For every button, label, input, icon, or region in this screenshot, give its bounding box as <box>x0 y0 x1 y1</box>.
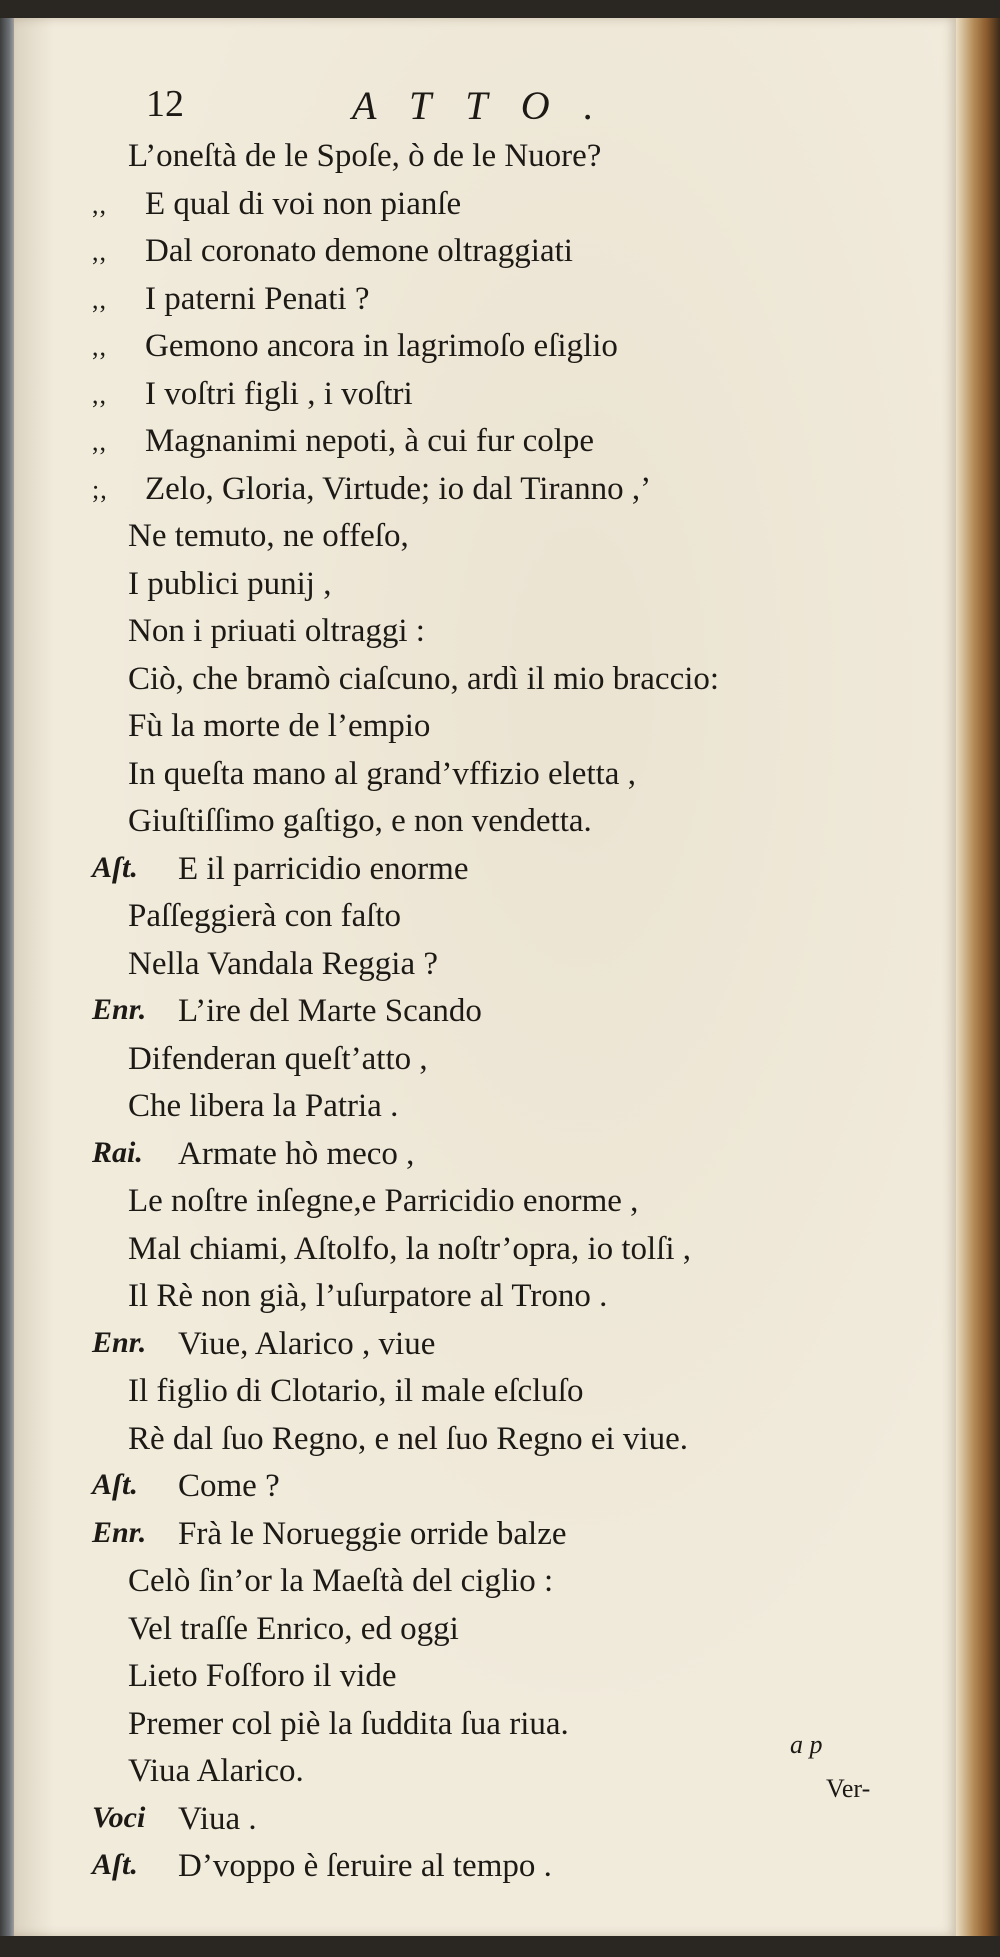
quotation-marker: ,, <box>92 332 107 361</box>
verse-text: Come ? <box>178 1468 280 1504</box>
verse-text: Gemono ancora in lagrimoſo eſiglio <box>145 328 618 364</box>
verse-line <box>0 613 1000 661</box>
quotation-marker: ,, <box>92 237 107 266</box>
verse-line <box>0 708 1000 756</box>
verse-line <box>0 1468 1000 1516</box>
verse-line <box>0 1373 1000 1421</box>
verse-text: Il Rè non già, l’uſurpatore al Trono . <box>128 1278 608 1314</box>
running-head: ATTO. <box>352 83 628 128</box>
page-number: 12 <box>146 83 184 125</box>
quotation-marker: ,, <box>92 427 107 456</box>
verse-text: Difenderan queſt’atto , <box>128 1040 428 1077</box>
verse-text: Giuſtiſſimo gaſtigo, e non vendetta. <box>128 803 592 839</box>
verse-line <box>0 518 1000 566</box>
verse-line <box>0 328 1000 376</box>
verse-line <box>0 898 1000 946</box>
page-footer <box>0 1730 1000 1803</box>
verse-text: Che libera la Patria . <box>128 1088 399 1124</box>
verse-line <box>0 1278 1000 1326</box>
verse-text: Paſſeggierà con faſto <box>128 898 402 934</box>
verse-text: E il parricidio enorme <box>178 850 469 887</box>
verse-line <box>0 1611 1000 1659</box>
verse-line <box>0 566 1000 614</box>
speaker-name: Enr. <box>92 1325 147 1359</box>
speaker-name: Aſt. <box>92 1848 138 1881</box>
verse-line <box>0 1326 1000 1374</box>
verse-text: Armate hò meco , <box>178 1135 415 1172</box>
verse-text: Fù la morte de l’empio <box>128 708 431 744</box>
verse-line <box>0 803 1000 851</box>
verse-text: Viua . <box>178 1800 257 1837</box>
quotation-marker: ;, <box>92 474 108 504</box>
verse-lines <box>0 138 1000 1896</box>
quotation-marker: ,, <box>92 284 107 314</box>
verse-line <box>0 471 1000 519</box>
verse-text: Le noſtre inſegne,e Parricidio enorme , <box>128 1183 639 1219</box>
quotation-marker: ,, <box>92 189 107 219</box>
verse-text: Nella Vandala Reggia ? <box>128 945 439 982</box>
verse-text: Rè dal ſuo Regno, e nel ſuo Regno ei viue. <box>128 1420 688 1457</box>
page-header <box>0 82 1000 142</box>
verse-line <box>0 1658 1000 1706</box>
verse-text: Ciò, che bramò ciaſcuno, ardì il mio braccio: <box>128 660 720 697</box>
verse-text: Il figlio di Clotario, il male eſcluſo <box>128 1373 584 1409</box>
verse-line <box>0 233 1000 281</box>
verse-line <box>0 946 1000 994</box>
verse-line <box>0 1231 1000 1279</box>
speaker-name: Rai. <box>92 1135 143 1169</box>
speaker-name: Voci <box>92 1800 146 1834</box>
verse-line <box>0 1516 1000 1564</box>
verse-text: I voſtri figli , i voſtri <box>145 375 413 412</box>
verse-text: Dal coronato demone oltraggiati <box>145 233 573 269</box>
verse-text: E qual di voi non pianſe <box>145 185 462 222</box>
verse-text: Premer col piè la ſuddita ſua riua. <box>128 1705 569 1742</box>
verse-line <box>0 1088 1000 1136</box>
verse-line <box>0 661 1000 709</box>
speaker-name: Aſt. <box>92 1468 138 1501</box>
verse-text: I paterni Penati ? <box>145 280 370 317</box>
verse-text: Frà le Norueggie orride balze <box>178 1515 567 1552</box>
speaker-name: Aſt. <box>92 850 138 884</box>
verse-line <box>0 1848 1000 1896</box>
verse-text: D’voppo è ſeruire al tempo . <box>178 1848 552 1884</box>
verse-text: Celò ſin’or la Maeſtà del ciglio : <box>128 1563 554 1599</box>
signature-mark: a p <box>790 1730 823 1759</box>
verse-line <box>0 851 1000 899</box>
verse-line <box>0 1136 1000 1184</box>
verse-line <box>0 423 1000 471</box>
verse-line <box>0 376 1000 424</box>
verse-line <box>0 1041 1000 1089</box>
verse-text: Mal chiami, Aſtolfo, la noſtr’opra, io tolſi , <box>128 1230 692 1267</box>
verse-line <box>0 1421 1000 1469</box>
speaker-name: Enr. <box>92 993 147 1026</box>
verse-line <box>0 1801 1000 1849</box>
verse-line <box>0 993 1000 1041</box>
verse-text: Magnanimi nepoti, à cui fur colpe <box>145 423 595 459</box>
verse-line <box>0 186 1000 234</box>
verse-line <box>0 1183 1000 1231</box>
verse-text: Non i priuati oltraggi : <box>128 613 425 649</box>
verse-text: L’ire del Marte Scando <box>178 993 482 1029</box>
verse-text: Viue, Alarico , viue <box>178 1325 436 1362</box>
verse-text: L’oneſtà de le Spoſe, ò de le Nuore? <box>128 138 602 174</box>
verse-text: Zelo, Gloria, Virtude; io dal Tiranno ,’ <box>145 470 652 507</box>
catchword: Ver- <box>826 1774 871 1803</box>
speaker-name: Enr. <box>92 1515 147 1549</box>
verse-line <box>0 756 1000 804</box>
verse-text: Ne temuto, ne offeſo, <box>128 518 409 554</box>
verse-text: Viua Alarico. <box>128 1753 304 1789</box>
quotation-marker: ,, <box>92 379 107 409</box>
verse-text: Vel traſſe Enrico, ed oggi <box>128 1610 459 1647</box>
verse-text: Lieto Foſforo il vide <box>128 1658 397 1694</box>
verse-line <box>0 138 1000 186</box>
verse-line <box>0 1563 1000 1611</box>
verse-line <box>0 281 1000 329</box>
verse-text: In queſta mano al grand’vffizio eletta , <box>128 755 636 792</box>
verse-text: I publici punij , <box>128 565 332 602</box>
